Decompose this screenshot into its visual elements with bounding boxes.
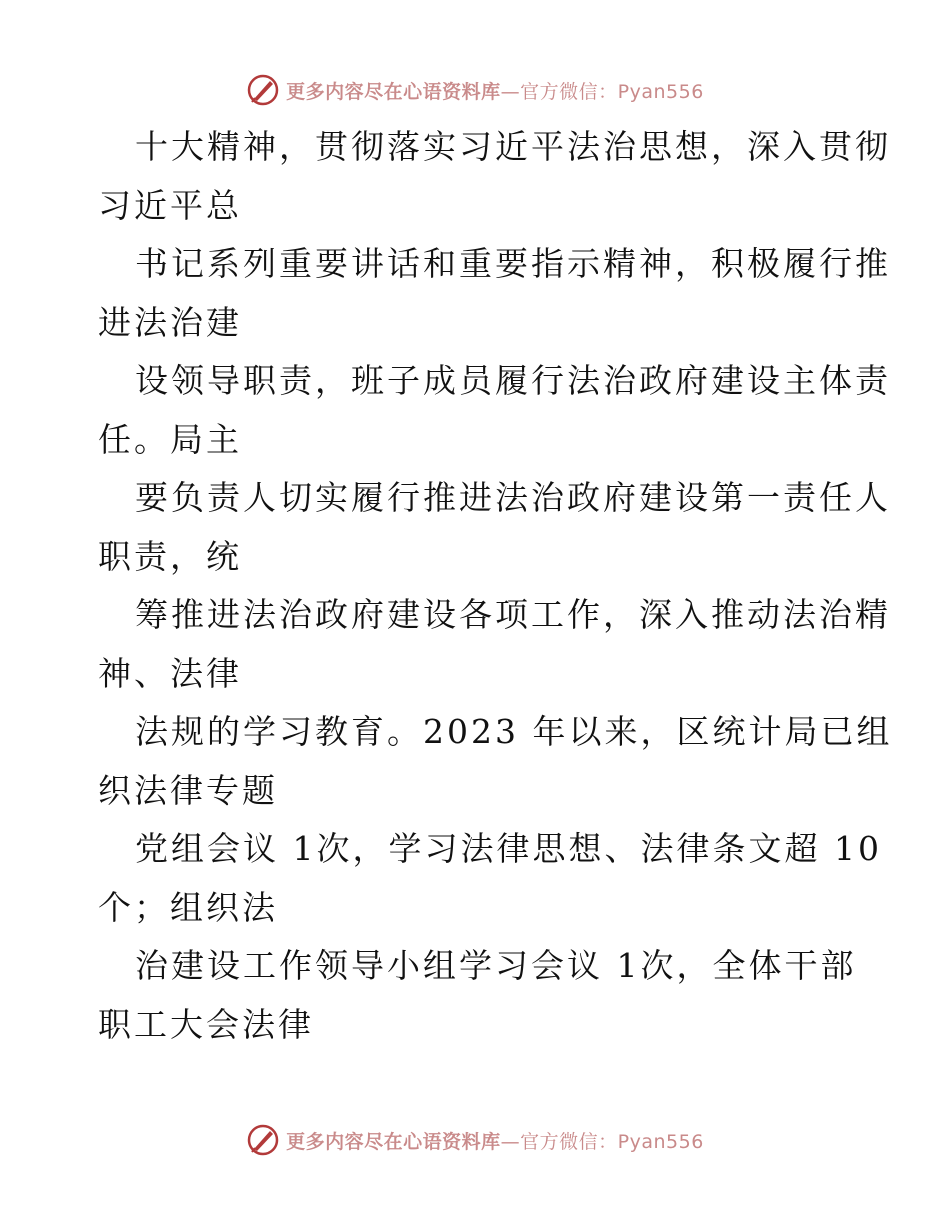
- paragraph-line: 法规的学习教育。2023 年以来，区统计局已组: [135, 712, 893, 751]
- paragraph-line: 进法治建: [98, 302, 242, 342]
- paragraph: [98, 937, 858, 1054]
- paragraph-line: 党组会议 1次，学习法律思想、法律条文超 10: [135, 829, 882, 868]
- watermark-contact: 官方微信：Pyan556: [520, 1130, 704, 1153]
- watermark-contact: 官方微信：Pyan556: [520, 80, 704, 103]
- paragraph-line: 书记系列重要讲话和重要指示精神，积极履行推: [135, 244, 891, 283]
- quill-pen-logo-icon: [246, 1123, 280, 1157]
- footer-watermark: [0, 1120, 950, 1160]
- document-body: [98, 118, 893, 1054]
- paragraph-line: 职工大会法律: [98, 1004, 314, 1044]
- paragraph-line: 设领导职责，班子成员履行法治政府建设主体责: [135, 361, 891, 400]
- paragraph-line: 个；组织法: [98, 887, 278, 927]
- paragraph: [98, 469, 891, 586]
- watermark-text: [286, 77, 704, 104]
- paragraph-line: 治建设工作领导小组学习会议 1次，全体干部: [135, 946, 857, 985]
- paragraph-line: 神、法律: [98, 653, 242, 693]
- watermark-separator: —: [500, 80, 521, 103]
- watermark-text: [286, 1127, 704, 1154]
- paragraph: [98, 703, 893, 820]
- paragraph: [98, 820, 882, 937]
- watermark-brand: 更多内容尽在心语资料库: [286, 80, 501, 103]
- paragraph-line: 十大精神，贯彻落实习近平法治思想，深入贯彻: [135, 127, 891, 166]
- watermark-brand: 更多内容尽在心语资料库: [286, 1130, 501, 1153]
- paragraph-line: 筹推进法治政府建设各项工作，深入推动法治精: [135, 595, 891, 634]
- quill-pen-logo-icon: [246, 73, 280, 107]
- paragraph-line: 职责，统: [98, 536, 242, 576]
- header-watermark: [0, 70, 950, 110]
- paragraph-line: 要负责人切实履行推进法治政府建设第一责任人: [135, 478, 891, 517]
- paragraph: [98, 118, 891, 235]
- paragraph: [98, 586, 891, 703]
- watermark-separator: —: [500, 1130, 521, 1153]
- paragraph-line: 任。局主: [98, 419, 242, 459]
- paragraph: [98, 352, 891, 469]
- paragraph-line: 织法律专题: [98, 770, 278, 810]
- paragraph: [98, 235, 891, 352]
- paragraph-line: 习近平总: [98, 185, 242, 225]
